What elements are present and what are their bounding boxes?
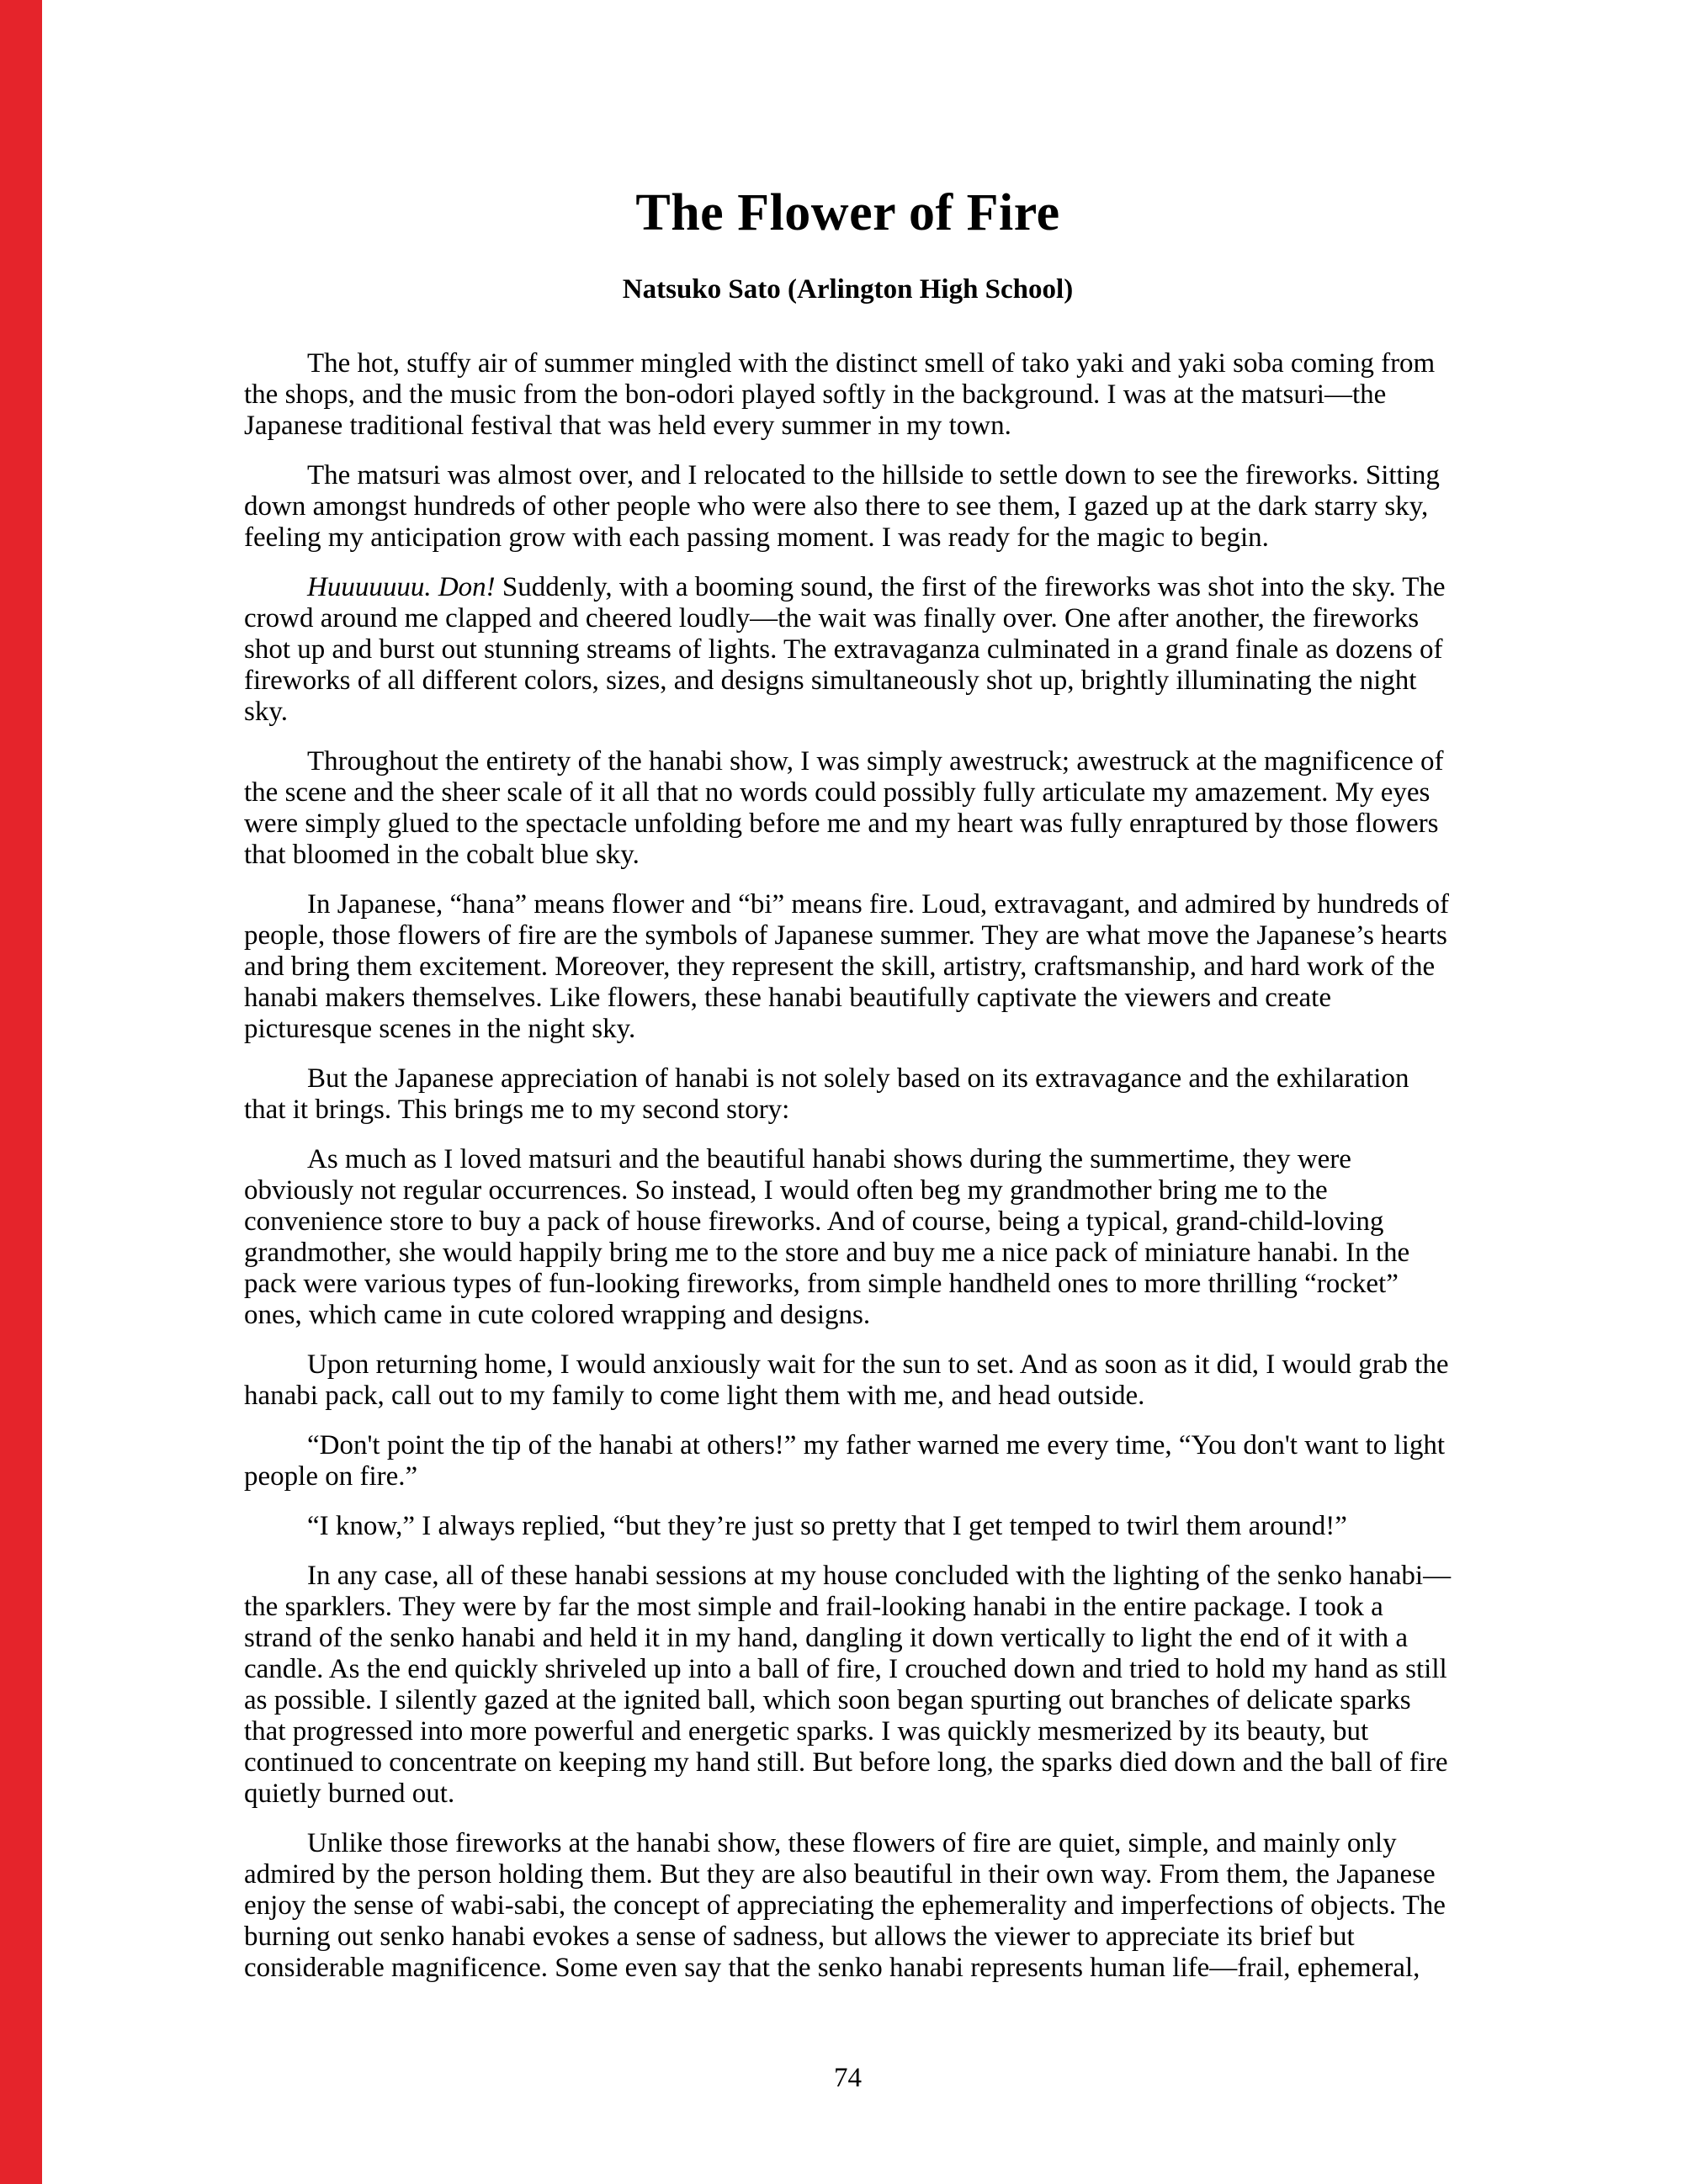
italic-sound-effect: Huuuuuuu. Don! <box>307 572 496 602</box>
essay-paragraph: “Don't point the tip of the hanabi at others!” my father warned me every time, “You don't want to light people on fire.” <box>244 1430 1446 1492</box>
essay-paragraph: Throughout the entirety of the hanabi show, I was simply awestruck; awestruck at the magnificence of the scene and the sheer scale of it all that no words could possibly fully articulate my amazement. My eyes were simply glued to the spectacle unfolding before me and my heart was fully enraptured by those flowers that bloomed in the cobalt blue sky. <box>244 746 1444 870</box>
essay-paragraph: The hot, stuffy air of summer mingled with the distinct smell of tako yaki and yaki soba coming from the shops, and the music from the bon-odori played softly in the background. I was at the matsuri—the Japanese traditional festival that was held every summer in my town. <box>244 348 1436 441</box>
essay-body <box>244 348 1452 1984</box>
essay-paragraph: In Japanese, “hana” means flower and “bi” means fire. Loud, extravagant, and admired by hundreds of people, those flowers of fire are the symbols of Japanese summer. They are what move the Japanese’s hearts and bring them excitement. Moreover, they represent the skill, artistry, craftsmanship, and hard work of the hanabi makers themselves. Like flowers, these hanabi beautifully captivate the viewers and create picturesque scenes in the night sky. <box>244 889 1450 1044</box>
essay-paragraph: But the Japanese appreciation of hanabi is not solely based on its extravagance and the exhilaration that it brings. This brings me to my second story: <box>244 1063 1409 1125</box>
page-edge-stripe <box>0 0 42 2184</box>
essay-title: The Flower of Fire <box>635 184 1060 241</box>
essay-content <box>244 0 1452 2002</box>
essay-paragraph: In any case, all of these hanabi sessions at my house concluded with the lighting of the senko hanabi—the sparklers. They were by far the most simple and frail-looking hanabi in the entire package. I took a strand of the senko hanabi and held it in my hand, dangling it down vertically to light the end of it with a candle. As the end quickly shriveled up into a ball of fire, I crouched down and tried to hold my hand as still as possible. I silently gazed at the ignited ball, which soon began spurting out branches of delicate sparks that progressed into more powerful and energetic sparks. I was quickly mesmerized by its beauty, but continued to concentrate on keeping my hand still. But before long, the sparks died down and the ball of fire quietly burned out. <box>244 1561 1452 1809</box>
essay-byline: Natsuko Sato (Arlington High School) <box>622 274 1074 305</box>
essay-paragraph: Huuuuuuu. Don! Suddenly, with a booming sound, the first of the fireworks was shot into the sky. The crowd around me clapped and cheered loudly—the wait was finally over. One after another, the fireworks shot up and burst out stunning streams of lights. The extravaganza culminated in a grand finale as dozens of fireworks of all different colors, sizes, and designs simultaneously shot up, brightly illuminating the night sky. <box>244 572 1446 727</box>
essay-paragraph: As much as I loved matsuri and the beautiful hanabi shows during the summertime, they were obviously not regular occurrences. So instead, I would often beg my grandmother bring me to the convenience store to buy a pack of house fireworks. And of course, being a typical, grand-child-loving grandmother, she would happily bring me to the store and buy me a nice pack of miniature hanabi. In the pack were various types of fun-looking fireworks, from simple handheld ones to more thrilling “rocket” ones, which came in cute colored wrapping and designs. <box>244 1144 1410 1330</box>
essay-paragraph: Unlike those fireworks at the hanabi show, these flowers of fire are quiet, simple, and mainly only admired by the person holding them. But they are also beautiful in their own way. From them, the Japanese enjoy the sense of wabi-sabi, the concept of appreciating the ephemerality and imperfections of objects. The burning out senko hanabi evokes a sense of sadness, but allows the viewer to appreciate its brief but considerable magnificence. Some even say that the senko hanabi represents human life—frail, ephemeral, <box>244 1828 1446 1983</box>
essay-paragraph: Upon returning home, I would anxiously wait for the sun to set. And as soon as it did, I would grab the hanabi pack, call out to my family to come light them with me, and head outside. <box>244 1349 1449 1411</box>
page-number: 74 <box>834 2063 862 2093</box>
essay-paragraph: “I know,” I always replied, “but they’re just so pretty that I get temped to twirl them around!” <box>307 1511 1347 1541</box>
essay-paragraph: The matsuri was almost over, and I relocated to the hillside to settle down to see the fireworks. Sitting down amongst hundreds of other people who were also there to see them, I gazed up at the dark starry sky, feeling my anticipation grow with each passing moment. I was ready for the magic to begin. <box>244 460 1440 553</box>
